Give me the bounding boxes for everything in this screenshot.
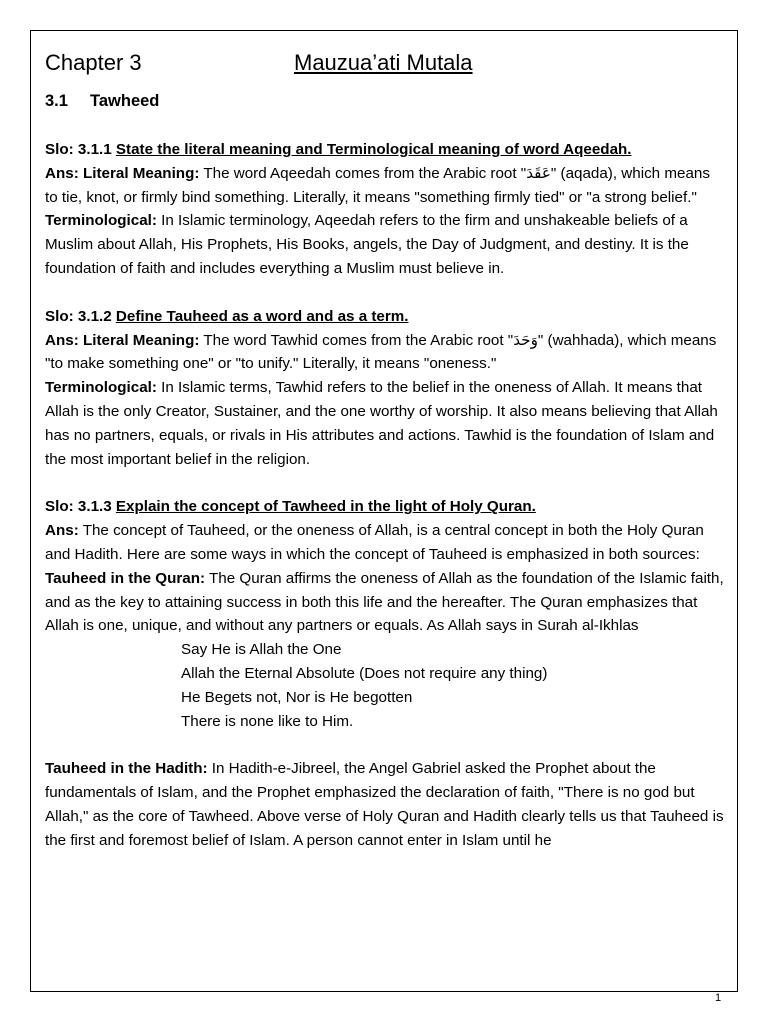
- document-body: [45, 46, 725, 853]
- section-number: 3.1: [45, 92, 68, 110]
- chapter-title: Mauzua’ati Mutala: [294, 50, 473, 75]
- slo-question-text: Explain the concept of Tawheed in the light of Holy Quran.: [115, 498, 536, 516]
- terminological-text: In Islamic terminology, Aqeedah refers to the firm and unshakeable beliefs of a Muslim about Allah, His Prophets, His Books, angels, the Day of Judgment, and destiny. It is the foundation of faith and includes everything a Muslim must believe in.: [45, 212, 689, 277]
- quran-text: The Quran affirms the oneness of Allah as the foundation of the Islamic faith, and as the key to attaining success in both this life and the hereafter. The Quran emphasizes that Allah is one, unique, and without any partners or equals. As Allah says in Surah al-Ikhlas: [45, 569, 724, 635]
- quran-label: Tauheed in the Quran:: [45, 569, 206, 587]
- verse-line: Say He is Allah the One: [181, 641, 342, 659]
- verse-line: There is none like to Him.: [181, 712, 354, 730]
- terminological-label: Terminological:: [45, 379, 157, 397]
- answer-paragraph: [45, 209, 725, 280]
- answer-label: Ans:: [45, 522, 79, 540]
- literal-meaning-label: Ans: Literal Meaning:: [45, 164, 200, 182]
- answer-paragraph: [45, 757, 725, 852]
- answer-paragraph: [45, 162, 725, 210]
- chapter-label: Chapter 3: [45, 50, 142, 75]
- answer-paragraph: [45, 519, 725, 567]
- answer-text: The concept of Tauheed, or the oneness of Allah, is a central concept in both the Holy Quran and Hadith. Here are some ways in which the concept of Tauheed is emphasized in both sources:: [45, 522, 704, 563]
- slo-question-text: State the literal meaning and Terminological meaning of word Aqeedah.: [115, 141, 632, 158]
- slo-label: Slo: 3.1.3: [45, 498, 116, 516]
- slo-question-text: Define Tauheed as a word and as a term.: [115, 307, 409, 325]
- literal-meaning-label: Ans: Literal Meaning:: [45, 331, 200, 349]
- hadith-text: In Hadith-e-Jibreel, the Angel Gabriel asked the Prophet about the fundamentals of Islam, and the Prophet emphasized the declaration of faith, "There is no god but Allah," as the core of Tawheed. Above verse of Holy Quran and Hadith clearly tells us that Tauheed is the first and foremost belief of Islam. A person cannot enter in Islam until he: [45, 760, 724, 849]
- verse-line: Allah the Eternal Absolute (Does not require any thing): [181, 664, 548, 682]
- slo-label: Slo: 3.1.2: [45, 307, 116, 325]
- slo-question: [45, 495, 725, 519]
- hadith-label: Tauheed in the Hadith:: [45, 760, 208, 778]
- slo-question: [45, 138, 725, 162]
- section-heading: [45, 88, 725, 114]
- section-title: Tawheed: [90, 92, 160, 110]
- literal-meaning-text: The word Aqeedah comes from the Arabic root "عَقَدَ" (aqada), which means to tie, knot, or firmly bind something. Literally, it means "something firmly tied" or "a strong belief.": [45, 164, 710, 206]
- terminological-text: In Islamic terms, Tawhid refers to the belief in the oneness of Allah. It means that Allah is the only Creator, Sustainer, and the one worthy of worship. It also means believing that Allah has no partners, equals, or rivals in His attributes and actions. Tawhid is the foundation of Islam and the most important belief in the religion.: [45, 379, 718, 468]
- chapter-header: [45, 46, 725, 80]
- literal-meaning-text: The word Tawhid comes from the Arabic root "وَحَدَ" (wahhada), which means "to make something one" or "to unify." Literally, it means "oneness.": [45, 331, 717, 373]
- answer-paragraph: [45, 329, 725, 377]
- verse-line: He Begets not, Nor is He begotten: [181, 688, 413, 706]
- answer-paragraph: [45, 567, 725, 638]
- page-number: 1: [715, 992, 722, 1004]
- terminological-label: Terminological:: [45, 212, 157, 230]
- slo-label: Slo: 3.1.1: [45, 141, 116, 158]
- slo-question: [45, 305, 725, 329]
- answer-paragraph: [45, 376, 725, 471]
